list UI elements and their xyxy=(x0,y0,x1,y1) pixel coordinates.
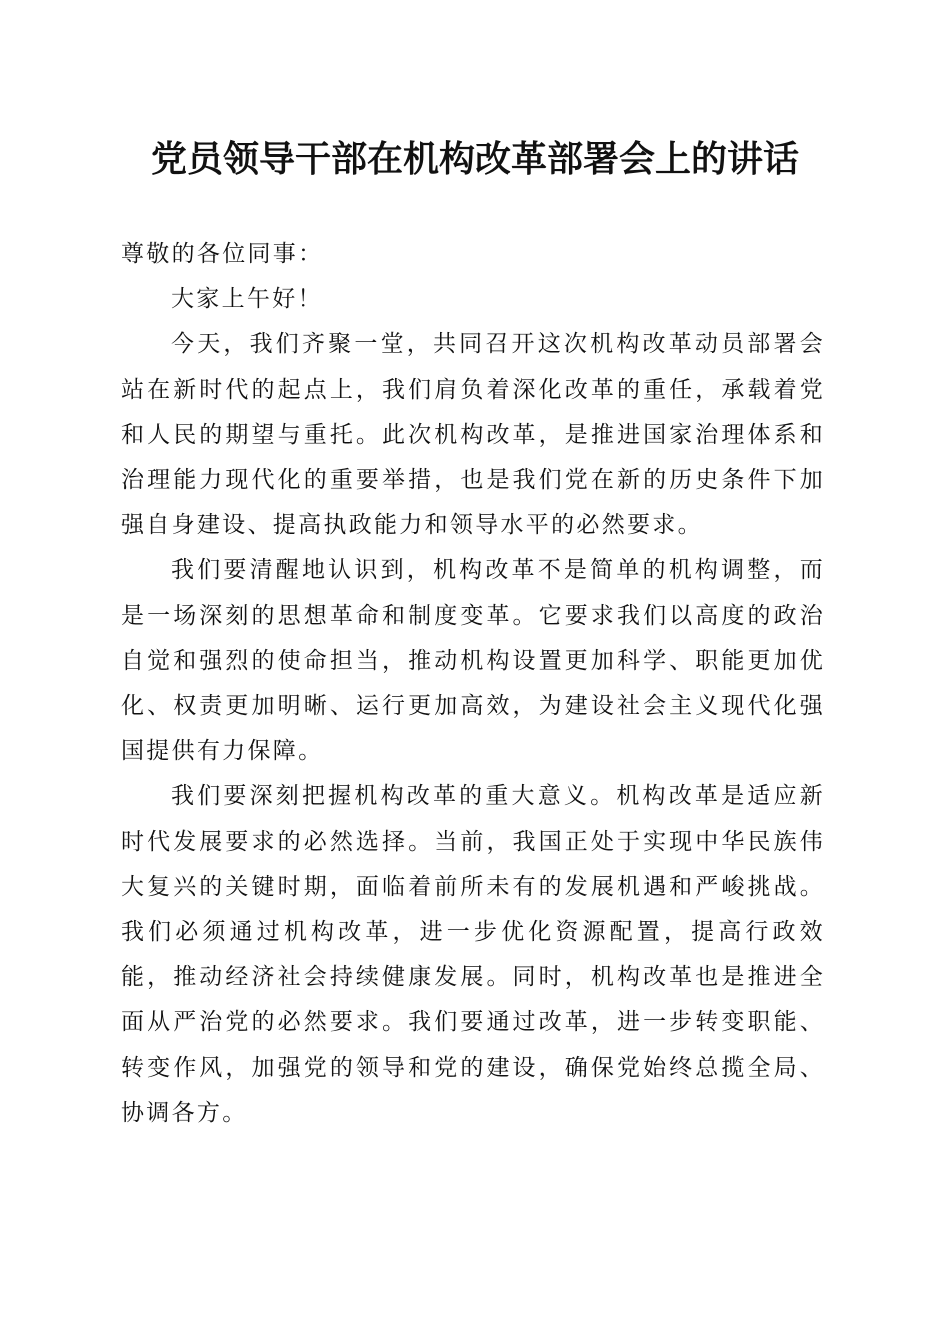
paragraph-opening: 今天，我们齐聚一堂，共同召开这次机构改革动员部署会站在新时代的起点上，我们肩负着深化改革的重任，承载着党和人民的期望与重托。此次机构改革，是推进国家治理体系和治理能力现代化的重要举措，也是我们党在新的历史条件下加强自身建设、提高执政能力和领导水平的必然要求。 xyxy=(121,331,825,539)
paragraph-greeting: 大家上午好！ xyxy=(171,286,323,313)
salutation: 尊敬的各位同事： xyxy=(121,241,324,267)
document-title: 党员领导干部在机构改革部署会上的讲话 xyxy=(150,138,799,180)
document-body xyxy=(121,232,825,1136)
paragraph-significance: 我们要深刻把握机构改革的重大意义。机构改革是适应新时代发展要求的必然选择。当前，我国正处于实现中华民族伟大复兴的关键时期，面临着前所未有的发展机遇和严峻挑战。我们必须通过机构改革，进一步优化资源配置，提高行政效能，推动经济社会持续健康发展。同时，机构改革也是推进全面从严治党的必然要求。我们要通过改革，进一步转变职能、转变作风，加强党的领导和党的建设，确保党始终总揽全局、协调各方。 xyxy=(121,783,825,1126)
paragraph-understanding: 我们要清醒地认识到，机构改革不是简单的机构调整，而是一场深刻的思想革命和制度变革。它要求我们以高度的政治自觉和强烈的使命担当，推动机构设置更加科学、职能更加优化、权责更加明晰、运行更加高效，为建设社会主义现代化强国提供有力保障。 xyxy=(121,557,825,765)
